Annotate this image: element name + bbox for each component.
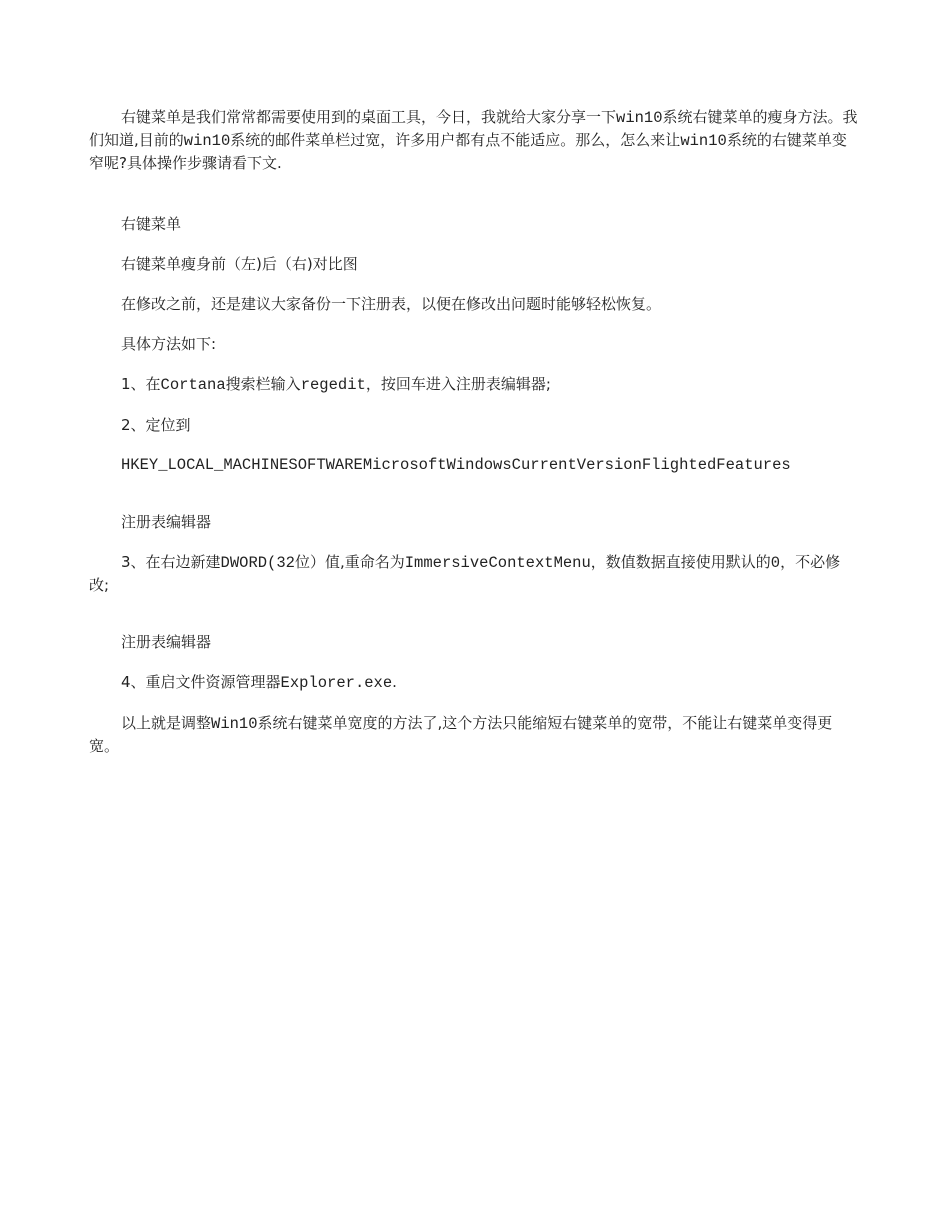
image-caption-context-menu: 右键菜单 xyxy=(121,215,182,233)
image-caption-registry-1: 注册表编辑器 xyxy=(121,513,212,531)
method-heading: 具体方法如下: xyxy=(121,335,217,353)
cortana-text: Cortana xyxy=(160,376,226,394)
conclusion-paragraph: 以上就是调整Win10系统右键菜单宽度的方法了,这个方法只能缩短右键菜单的宽带，不能让右键菜单变得更宽。 xyxy=(89,714,833,755)
intro-text-4: 系统的右键菜单变窄呢?具体操作步骤请看下文. xyxy=(89,131,847,172)
step-2: 2、定位到 xyxy=(121,416,191,434)
intro-text-2: 系统右键菜单的瘦身方法。我们知道,目前的 xyxy=(89,108,858,149)
image-caption-registry-2: 注册表编辑器 xyxy=(121,633,212,651)
step-3: 3、在右边新建DWORD(32位）值,重命名为ImmersiveContextMenu，数值数据直接使用默认的0，不必修改; xyxy=(89,553,841,594)
step-4: 4、重启文件资源管理器Explorer.exe. xyxy=(121,673,397,692)
regedit-text: regedit xyxy=(300,376,366,394)
intro-text-3: 系统的邮件菜单栏过宽，许多用户都有点不能适应。那么，怎么来让 xyxy=(230,131,681,149)
intro-paragraph xyxy=(89,106,859,174)
registry-path: HKEY_LOCAL_MACHINESOFTWAREMicrosoftWindowsCurrentVersionFlightedFeatures xyxy=(121,456,791,474)
immersive-context-menu-text: ImmersiveContextMenu xyxy=(404,554,591,572)
intro-win10-2: win10 xyxy=(183,132,231,150)
article-body xyxy=(89,106,859,757)
dword-text: DWORD(32 xyxy=(220,554,295,572)
intro-win10-1: win10 xyxy=(616,109,663,127)
zero-value-text: 0 xyxy=(770,554,781,572)
intro-win10-3: win10 xyxy=(680,132,727,150)
win10-conclusion-text: Win10 xyxy=(211,715,258,733)
backup-tip: 在修改之前，还是建议大家备份一下注册表，以便在修改出问题时能够轻松恢复。 xyxy=(121,295,662,313)
step-1: 1、在Cortana搜索栏输入regedit，按回车进入注册表编辑器; xyxy=(121,375,551,394)
intro-text-1: 右键菜单是我们常常都需要使用到的桌面工具，今日，我就给大家分享一下 xyxy=(121,108,617,126)
image-caption-comparison: 右键菜单瘦身前（左)后（右)对比图 xyxy=(121,255,358,273)
explorer-exe-text: Explorer.exe xyxy=(280,674,393,692)
